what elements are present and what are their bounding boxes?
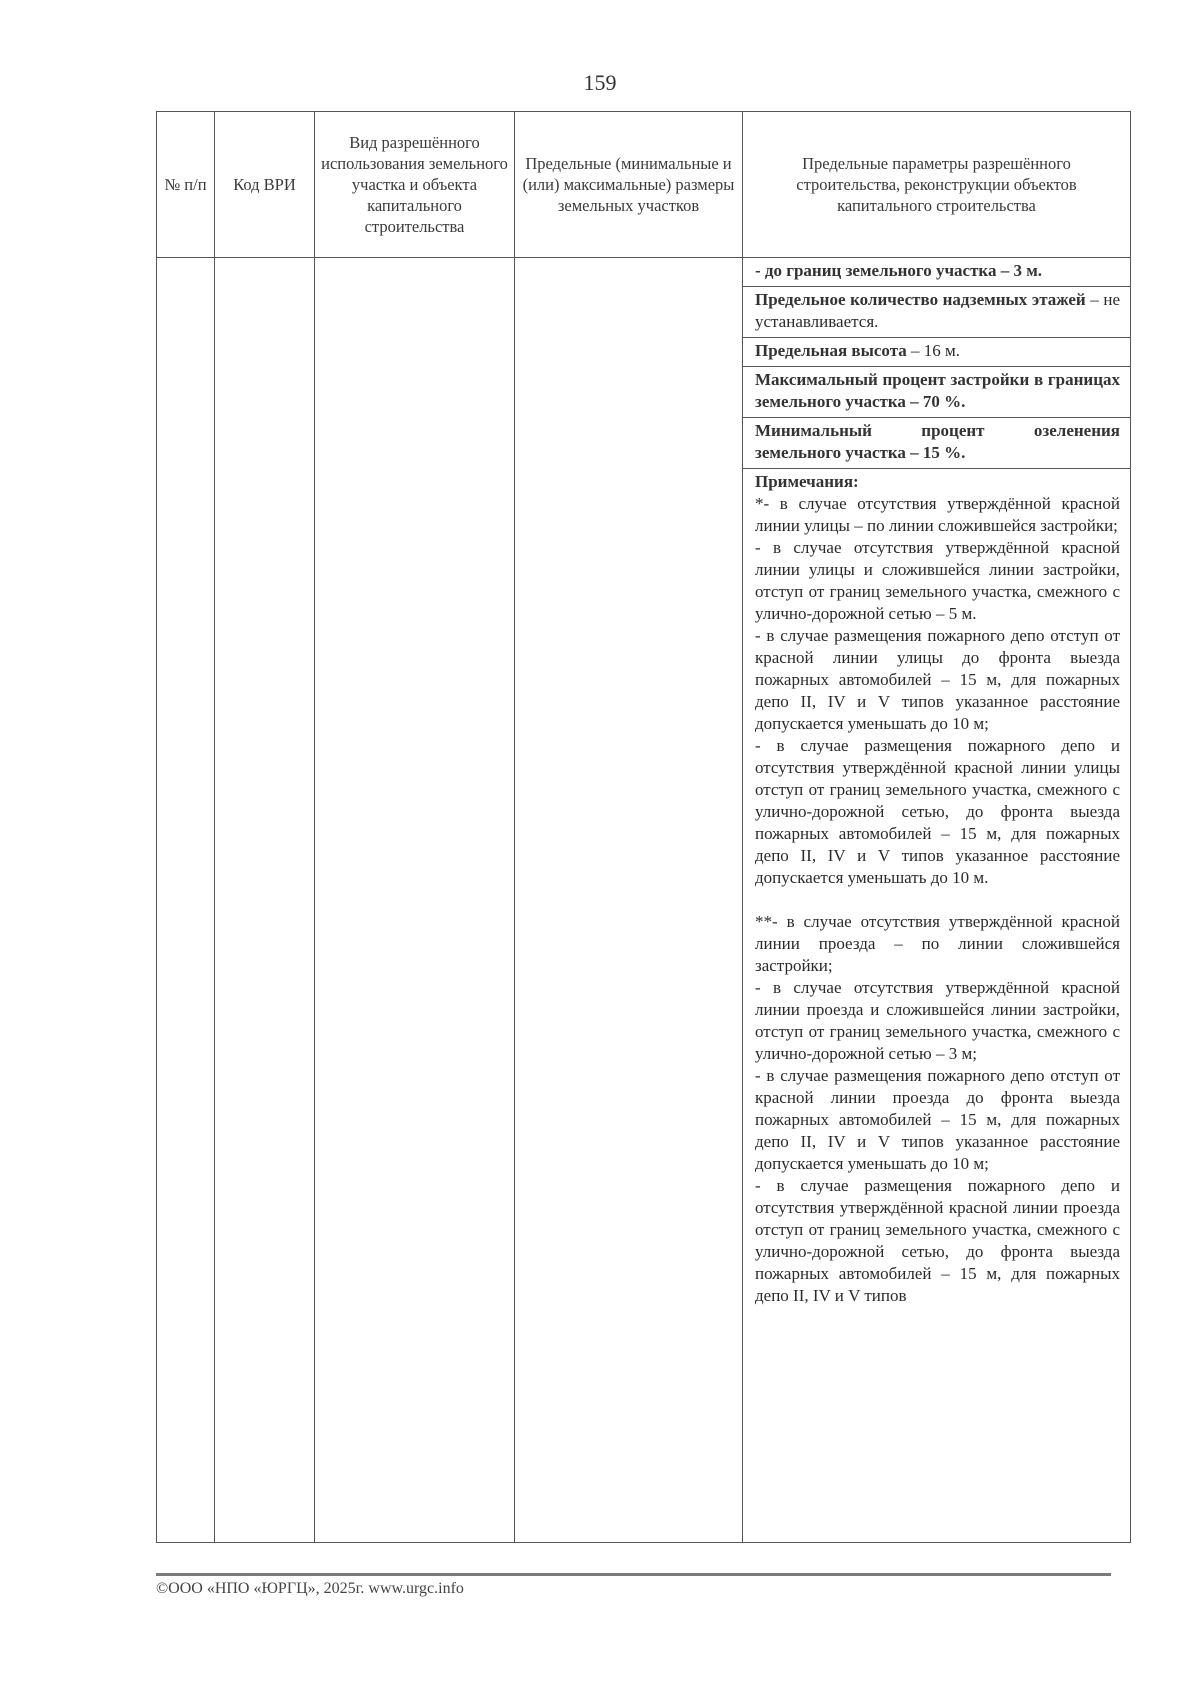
note-passage-2: - в случае отсутствия утверждённой красной линии проезда и сложившейся линии застройки, отступ от границ земельного участка, смежного с улично-дорожной сетью – 3 м; (755, 978, 1120, 1063)
cell-code (215, 258, 315, 1543)
setback-block (743, 258, 1130, 287)
coverage-block (743, 367, 1130, 418)
footer-rule (156, 1573, 1111, 1576)
header-code: Код ВРИ (215, 112, 315, 258)
coverage-value: – 70 %. (905, 392, 966, 411)
notes-spacer (755, 889, 1120, 911)
green-label: Минимальный процент озеленения земельного участка (755, 421, 1120, 462)
regulations-table (156, 111, 1131, 1543)
cell-num (157, 258, 215, 1543)
note-street-2: - в случае отсутствия утверждённой красной линии улицы и сложившейся линии застройки, отступ от границ земельного участка, смежного с улично-дорожной сетью – 5 м. (755, 538, 1120, 623)
floors-block (743, 287, 1130, 338)
footer-copyright: ©ООО «НПО «ЮРГЦ», 2025г. www.urgc.info (156, 1580, 464, 1597)
cell-use (315, 258, 515, 1543)
note-passage-4: - в случае размещения пожарного депо и отсутствия утверждённой красной линии проезда отступ от границ земельного участка, смежного с улично-дорожной сетью, до фронта выезда пожарных автомобилей – 15 м, для пожарных депо II, IV и V типов (755, 1176, 1120, 1305)
height-label: Предельная высота (755, 341, 907, 360)
note-passage-1: **- в случае отсутствия утверждённой красной линии проезда – по линии сложившейся застройки; (755, 912, 1120, 975)
floors-label: Предельное количество надземных этажей (755, 290, 1086, 309)
green-block (743, 418, 1130, 469)
notes-title: Примечания: (755, 472, 859, 491)
page-number: 159 (583, 70, 617, 95)
height-block (743, 338, 1130, 367)
height-value: – 16 м. (906, 341, 961, 360)
header-params: Предельные параметры разрешённого строительства, реконструкции объектов капитального строительства (743, 112, 1131, 258)
note-street-3: - в случае размещения пожарного депо отступ от красной линии улицы до фронта выезда пожарных автомобилей – 15 м, для пожарных депо II, IV и V типов указанное расстояние допускается уменьшать до 10 м; (755, 626, 1120, 733)
note-street-1: *- в случае отсутствия утверждённой красной линии улицы – по линии сложившейся застройки; (755, 494, 1120, 535)
header-sizes: Предельные (минимальные и (или) максимальные) размеры земельных участков (515, 112, 743, 258)
notes-block (743, 469, 1130, 1311)
coverage-label: Максимальный процент застройки в границах земельного участка (755, 370, 1120, 411)
cell-sizes (515, 258, 743, 1543)
table-row (157, 258, 1131, 1543)
note-passage-3: - в случае размещения пожарного депо отступ от красной линии проезда до фронта выезда пожарных автомобилей – 15 м, для пожарных депо II, IV и V типов указанное расстояние допускается уменьшать до 10 м; (755, 1066, 1120, 1173)
header-use: Вид разрешённого использования земельного участка и объекта капитального строительства (315, 112, 515, 258)
header-row (157, 112, 1131, 258)
green-value: – 15 %. (905, 443, 966, 462)
cell-params (743, 258, 1131, 1543)
note-street-4: - в случае размещения пожарного депо и отсутствия утверждённой красной линии улицы отступ от границ земельного участка, смежного с улично-дорожной сетью, до фронта выезда пожарных автомобилей – 15 м, для пожарных депо II, IV и V типов указанное расстояние допускается уменьшать до 10 м. (755, 736, 1120, 887)
floors-value: – не устанавливается. (755, 290, 1120, 331)
setback-text: - до границ земельного участка – 3 м. (755, 261, 1043, 280)
header-num: № п/п (157, 112, 215, 258)
